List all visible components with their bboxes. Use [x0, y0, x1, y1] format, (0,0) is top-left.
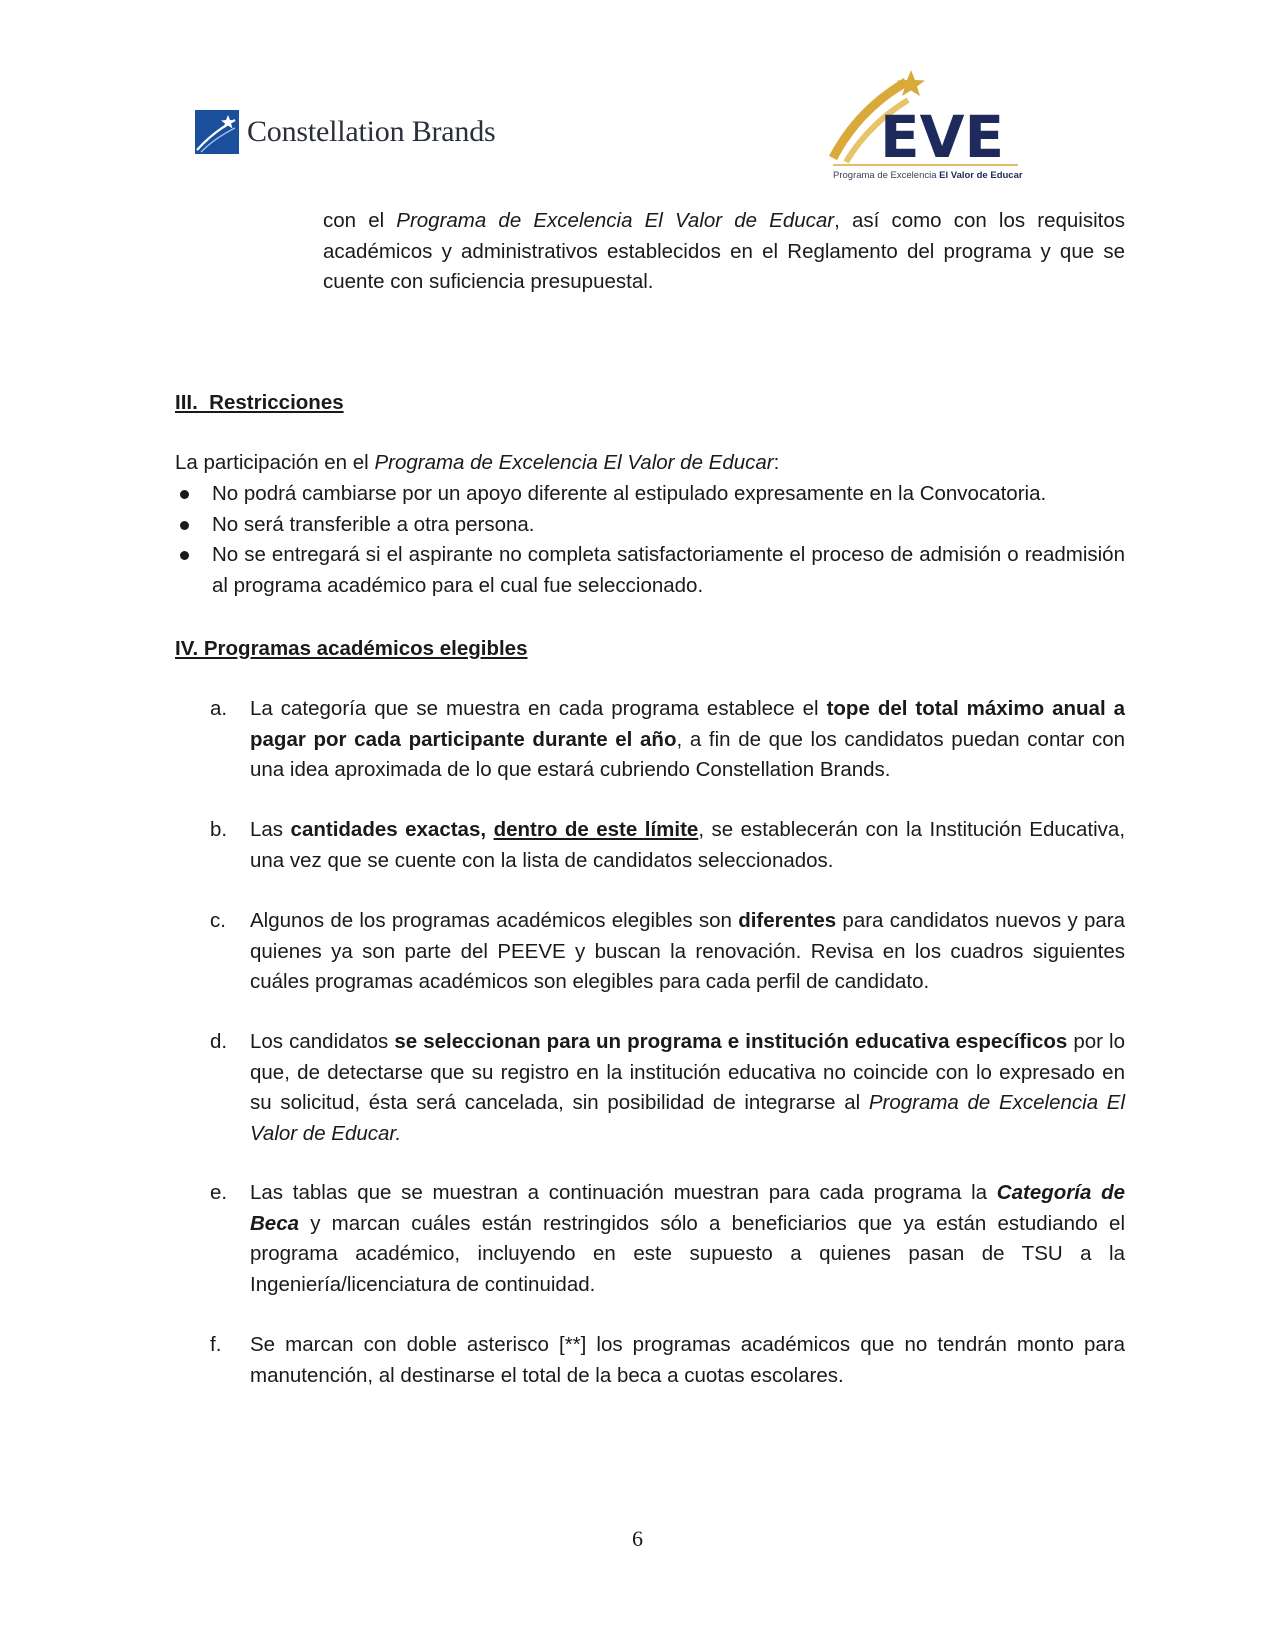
constellation-brands-name: Constellation Brands: [247, 115, 496, 148]
eve-star-icon: [897, 70, 925, 96]
constellation-brands-logo: [195, 110, 495, 154]
list-item: No podrá cambiarse por un apoyo diferente al estipulado expresamente en la Convocatoria.: [175, 479, 1125, 510]
page-number: 6: [632, 1526, 643, 1551]
list-item-e: e. Las tablas que se muestran a continuación muestran para cada programa la Categoría de Beca y marcan cuáles están restringidos sólo a beneficiarios que ya están estudiando el programa académico, incluyendo en este supuesto a quienes pasan de TSU a la Ingeniería/licenciatura de continuidad.: [210, 1181, 1125, 1296]
section-heading-programas: IV. Programas académicos elegibles: [175, 637, 528, 660]
bullet-icon: [180, 551, 189, 560]
list-item-a: a. La categoría que se muestra en cada programa establece el tope del total máximo anual a pagar por cada participante durante el año, a fin de que los candidatos puedan contar con una idea aproximada de lo que estará cubriendo Constellation Brands.: [210, 697, 1126, 781]
list-item: No se entregará si el aspirante no completa satisfactoriamente el proceso de admisión o readmisión al programa académico para el cual fue seleccionado.: [175, 540, 1125, 601]
restrictions-lead: La participación en el Programa de Excelencia El Valor de Educar:: [175, 451, 780, 474]
eve-tagline: Programa de Excelencia El Valor de Educar: [833, 170, 1023, 181]
section-heading-restricciones: III. Restricciones: [175, 391, 344, 414]
list-item: No será transferible a otra persona.: [175, 510, 1125, 541]
constellation-star-icon: [195, 110, 239, 154]
eve-logo: [828, 70, 1028, 185]
eve-wordmark: EVE: [880, 103, 1005, 171]
restrictions-list: [175, 479, 1125, 601]
list-item-f: f. Se marcan con doble asterisco [**] los programas académicos que no tendrán monto para manutención, al destinarse el total de la beca a cuotas escolares.: [210, 1333, 1125, 1387]
bullet-icon: [180, 490, 189, 499]
list-item-d: d. Los candidatos se seleccionan para un programa e institución educativa específicos por lo que, de detectarse que su registro en la institución educativa no coincide con lo expresado en su solicitud, ésta será cancelada, sin posibilidad de integrarse al Programa de Excelencia El Valor de Educar.: [210, 1030, 1125, 1145]
intro-paragraph: con el Programa de Excelencia El Valor de Educar, así como con los requisitos académicos y administrativos establecidos en el Reglamento del programa y que se cuente con suficiencia presupuestal.: [323, 209, 1125, 293]
list-item-c: c. Algunos de los programas académicos elegibles son diferentes para candidatos nuevos y para quienes ya son parte del PEEVE y buscan la renovación. Revisa en los cuadros siguientes cuáles programas académicos son elegibles para cada perfil de candidato.: [210, 909, 1125, 993]
bullet-icon: [180, 521, 189, 530]
list-item-b: b. Las cantidades exactas, dentro de este límite, se establecerán con la Institución Educativa, una vez que se cuente con la lista de candidatos seleccionados.: [210, 818, 1126, 872]
